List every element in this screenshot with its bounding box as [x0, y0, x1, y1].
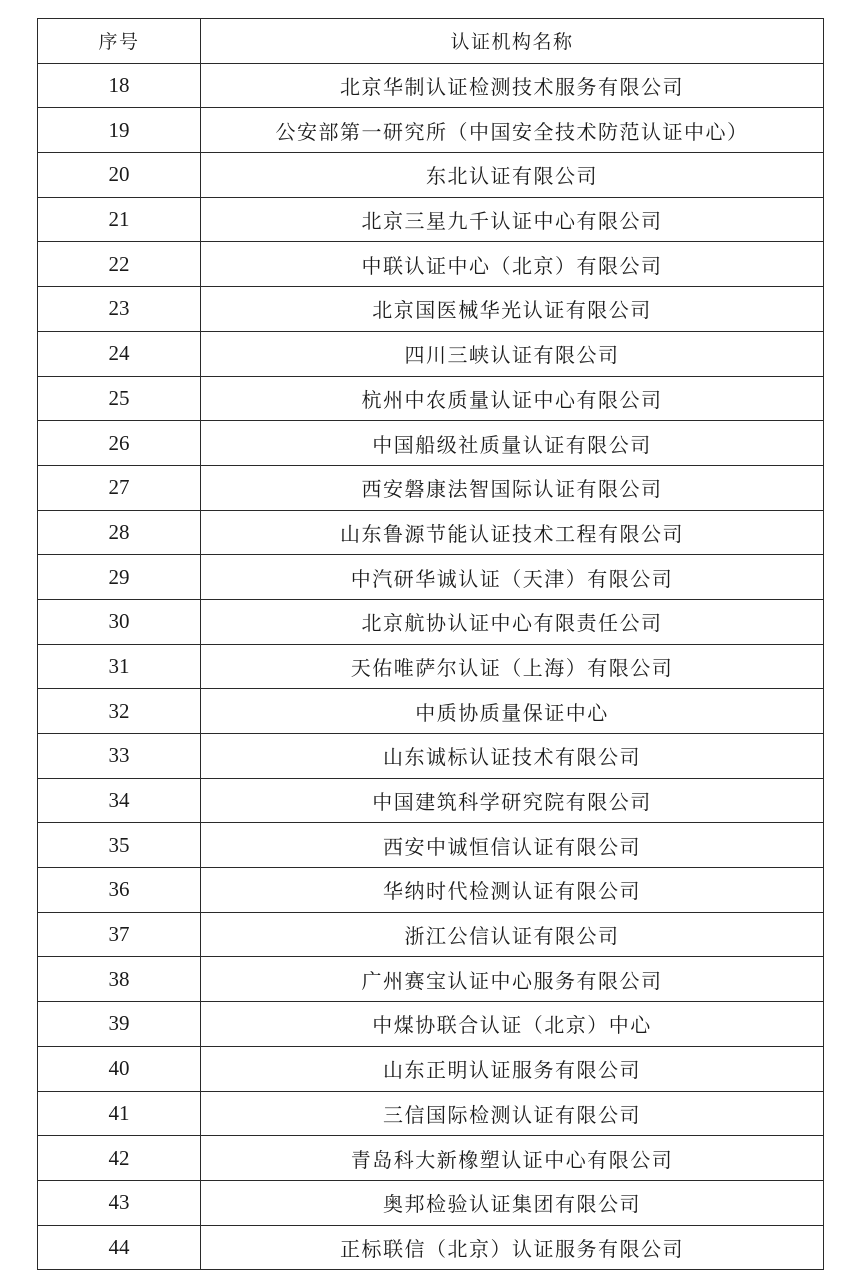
table-row — [38, 778, 824, 823]
table-header-row — [38, 19, 824, 64]
row-name-cell: 奥邦检验认证集团有限公司 — [201, 1180, 824, 1225]
row-name-cell: 华纳时代检测认证有限公司 — [201, 868, 824, 913]
table-row — [38, 421, 824, 466]
row-index-cell: 36 — [38, 868, 201, 913]
row-index-cell: 23 — [38, 287, 201, 332]
row-name-cell: 杭州中农质量认证中心有限公司 — [201, 376, 824, 421]
row-name-cell: 三信国际检测认证有限公司 — [201, 1091, 824, 1136]
header-name: 认证机构名称 — [201, 19, 824, 64]
row-index-cell: 32 — [38, 689, 201, 734]
row-index-cell: 31 — [38, 644, 201, 689]
table-row — [38, 1091, 824, 1136]
row-index-cell: 24 — [38, 331, 201, 376]
row-index-cell: 26 — [38, 421, 201, 466]
row-name-cell: 正标联信（北京）认证服务有限公司 — [201, 1225, 824, 1270]
certification-bodies-table — [37, 18, 824, 1270]
table-row — [38, 644, 824, 689]
row-name-cell: 北京国医械华光认证有限公司 — [201, 287, 824, 332]
row-index-cell: 19 — [38, 108, 201, 153]
row-index-cell: 33 — [38, 734, 201, 779]
row-name-cell: 天佑唯萨尔认证（上海）有限公司 — [201, 644, 824, 689]
row-name-cell: 北京华制认证检测技术服务有限公司 — [201, 63, 824, 108]
table-row — [38, 1046, 824, 1091]
table-row — [38, 63, 824, 108]
row-name-cell: 广州赛宝认证中心服务有限公司 — [201, 957, 824, 1002]
table-row — [38, 957, 824, 1002]
table-row — [38, 153, 824, 198]
row-name-cell: 西安中诚恒信认证有限公司 — [201, 823, 824, 868]
table-row — [38, 1002, 824, 1047]
row-index-cell: 37 — [38, 912, 201, 957]
row-name-cell: 山东正明认证服务有限公司 — [201, 1046, 824, 1091]
row-index-cell: 22 — [38, 242, 201, 287]
row-name-cell: 四川三峡认证有限公司 — [201, 331, 824, 376]
table-body — [38, 63, 824, 1270]
row-index-cell: 35 — [38, 823, 201, 868]
table-row — [38, 689, 824, 734]
table-row — [38, 108, 824, 153]
row-name-cell: 山东鲁源节能认证技术工程有限公司 — [201, 510, 824, 555]
row-index-cell: 18 — [38, 63, 201, 108]
table-row — [38, 599, 824, 644]
row-name-cell: 东北认证有限公司 — [201, 153, 824, 198]
table-row — [38, 555, 824, 600]
table-row — [38, 1225, 824, 1270]
row-index-cell: 28 — [38, 510, 201, 555]
row-index-cell: 39 — [38, 1002, 201, 1047]
table-row — [38, 734, 824, 779]
row-name-cell: 北京航协认证中心有限责任公司 — [201, 599, 824, 644]
table-row — [38, 510, 824, 555]
table-row — [38, 1180, 824, 1225]
row-name-cell: 西安磐康法智国际认证有限公司 — [201, 465, 824, 510]
row-index-cell: 21 — [38, 197, 201, 242]
row-index-cell: 38 — [38, 957, 201, 1002]
row-name-cell: 山东诚标认证技术有限公司 — [201, 734, 824, 779]
row-index-cell: 27 — [38, 465, 201, 510]
row-index-cell: 29 — [38, 555, 201, 600]
table-row — [38, 331, 824, 376]
row-index-cell: 41 — [38, 1091, 201, 1136]
table-row — [38, 287, 824, 332]
table-row — [38, 868, 824, 913]
row-index-cell: 30 — [38, 599, 201, 644]
row-name-cell: 中质协质量保证中心 — [201, 689, 824, 734]
certification-bodies-table-container — [37, 18, 823, 1270]
row-name-cell: 中煤协联合认证（北京）中心 — [201, 1002, 824, 1047]
table-row — [38, 465, 824, 510]
row-name-cell: 青岛科大新橡塑认证中心有限公司 — [201, 1136, 824, 1181]
row-name-cell: 中国船级社质量认证有限公司 — [201, 421, 824, 466]
row-index-cell: 40 — [38, 1046, 201, 1091]
table-row — [38, 1136, 824, 1181]
table-row — [38, 912, 824, 957]
row-index-cell: 34 — [38, 778, 201, 823]
row-index-cell: 42 — [38, 1136, 201, 1181]
row-name-cell: 浙江公信认证有限公司 — [201, 912, 824, 957]
row-name-cell: 北京三星九千认证中心有限公司 — [201, 197, 824, 242]
table-row — [38, 197, 824, 242]
row-name-cell: 中国建筑科学研究院有限公司 — [201, 778, 824, 823]
table-row — [38, 823, 824, 868]
row-index-cell: 44 — [38, 1225, 201, 1270]
row-index-cell: 43 — [38, 1180, 201, 1225]
header-index: 序号 — [38, 19, 201, 64]
table-row — [38, 242, 824, 287]
row-name-cell: 公安部第一研究所（中国安全技术防范认证中心） — [201, 108, 824, 153]
row-name-cell: 中联认证中心（北京）有限公司 — [201, 242, 824, 287]
table-row — [38, 376, 824, 421]
row-index-cell: 25 — [38, 376, 201, 421]
row-index-cell: 20 — [38, 153, 201, 198]
row-name-cell: 中汽研华诚认证（天津）有限公司 — [201, 555, 824, 600]
